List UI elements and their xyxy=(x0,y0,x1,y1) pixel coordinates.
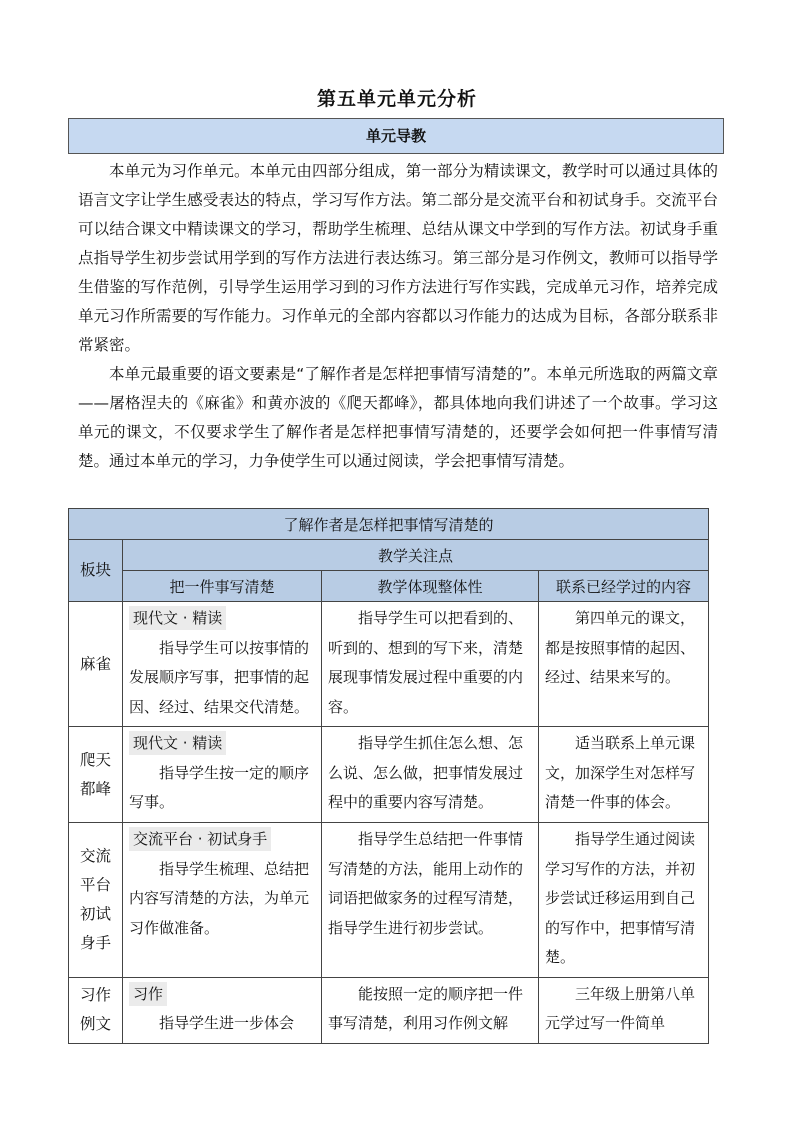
board-name: 麻雀 xyxy=(69,602,123,727)
focus-text: 指导学生可以按事情的发展顺序写事，把事情的起因、经过、结果交代清楚。 xyxy=(129,638,310,716)
review-cell: 三年级上册第八单元学过写一件简单 xyxy=(539,977,709,1043)
table-row xyxy=(69,823,709,978)
integration-cell: 指导学生可以把看到的、听到的、想到的写下来，清楚展现事情发展过程中重要的内容。 xyxy=(322,602,539,727)
lesson-tag: 现代文 · 精读 xyxy=(129,731,226,755)
integration-cell: 指导学生抓住怎么想、怎么说、怎么做，把事情发展过程中的重要内容写清楚。 xyxy=(322,727,539,823)
focus-cell xyxy=(123,977,322,1043)
focus-column-header: 教学关注点 xyxy=(123,540,709,571)
table-row xyxy=(69,977,709,1043)
lesson-tag: 现代文 · 精读 xyxy=(129,606,226,630)
focus-cell xyxy=(123,823,322,978)
focus-text: 指导学生按一定的顺序写事。 xyxy=(129,763,310,811)
page-title: 第五单元单元分析 xyxy=(316,88,477,110)
integration-cell: 能按照一定的顺序把一件事写清楚，利用习作例文解 xyxy=(322,977,539,1043)
review-cell: 适当联系上单元课文，加深学生对怎样写清楚一件事的体会。 xyxy=(539,727,709,823)
board-name: 交流平台初试身手 xyxy=(69,823,123,978)
lesson-table xyxy=(68,508,709,1044)
column-header: 把一件事写清楚 xyxy=(123,571,322,602)
focus-text: 指导学生梳理、总结把内容写清楚的方法，为单元习作做准备。 xyxy=(129,859,310,937)
review-cell: 第四单元的课文，都是按照事情的起因、经过、结果来写的。 xyxy=(539,602,709,727)
lesson-tag: 交流平台 · 初试身手 xyxy=(129,827,271,851)
board-name: 爬天都峰 xyxy=(69,727,123,823)
section-header: 单元导教 xyxy=(68,118,724,154)
intro-paragraph: 本单元最重要的语文要素是“了解作者是怎样把事情写清楚的”。本单元所选取的两篇文章——屠格涅夫的《麻雀》和黄亦波的《爬天都峰》，都具体地向我们讲述了一个故事。学习这单元的课文，不仅要求学生了解作者是怎样把事情写清楚的，还要学会如何把一件事情写清楚。通过本单元的学习，力争使学生可以通过阅读，学会把事情写清楚。 xyxy=(78,365,718,470)
focus-cell xyxy=(123,727,322,823)
lesson-tag: 习作 xyxy=(129,982,167,1006)
integration-cell: 指导学生总结把一件事情写清楚的方法，能用上动作的词语把做家务的过程写清楚，指导学生进行初步尝试。 xyxy=(322,823,539,978)
focus-text: 指导学生进一步体会 xyxy=(159,1014,295,1032)
table-row xyxy=(69,727,709,823)
table-title: 了解作者是怎样把事情写清楚的 xyxy=(69,509,709,540)
column-header: 联系已经学过的内容 xyxy=(539,571,709,602)
intro-paragraph: 本单元为习作单元。本单元由四部分组成，第一部分为精读课文，教学时可以通过具体的语言文字让学生感受表达的特点，学习写作方法。第二部分是交流平台和初试身手。交流平台可以结合课文中精读课文的学习，帮助学生梳理、总结从课文中学到的写作方法。初试身手重点指导学生初步尝试用学到的写作方法进行表达练习。第三部分是习作例文，教师可以指导学生借鉴的写作范例，引导学生运用学习到的习作方法进行写作实践，完成单元习作，培养完成单元习作所需要的写作能力。习作单元的全部内容都以习作能力的达成为目标，各部分联系非常紧密。 xyxy=(78,162,718,354)
column-header: 教学体现整体性 xyxy=(322,571,539,602)
focus-cell xyxy=(123,602,322,727)
intro-text xyxy=(78,157,718,476)
table-row xyxy=(69,602,709,727)
review-cell: 指导学生通过阅读学习写作的方法，并初步尝试迁移运用到自己的写作中，把事情写清楚。 xyxy=(539,823,709,978)
board-column-header: 板块 xyxy=(69,540,123,602)
board-name: 习作例文 xyxy=(69,977,123,1043)
